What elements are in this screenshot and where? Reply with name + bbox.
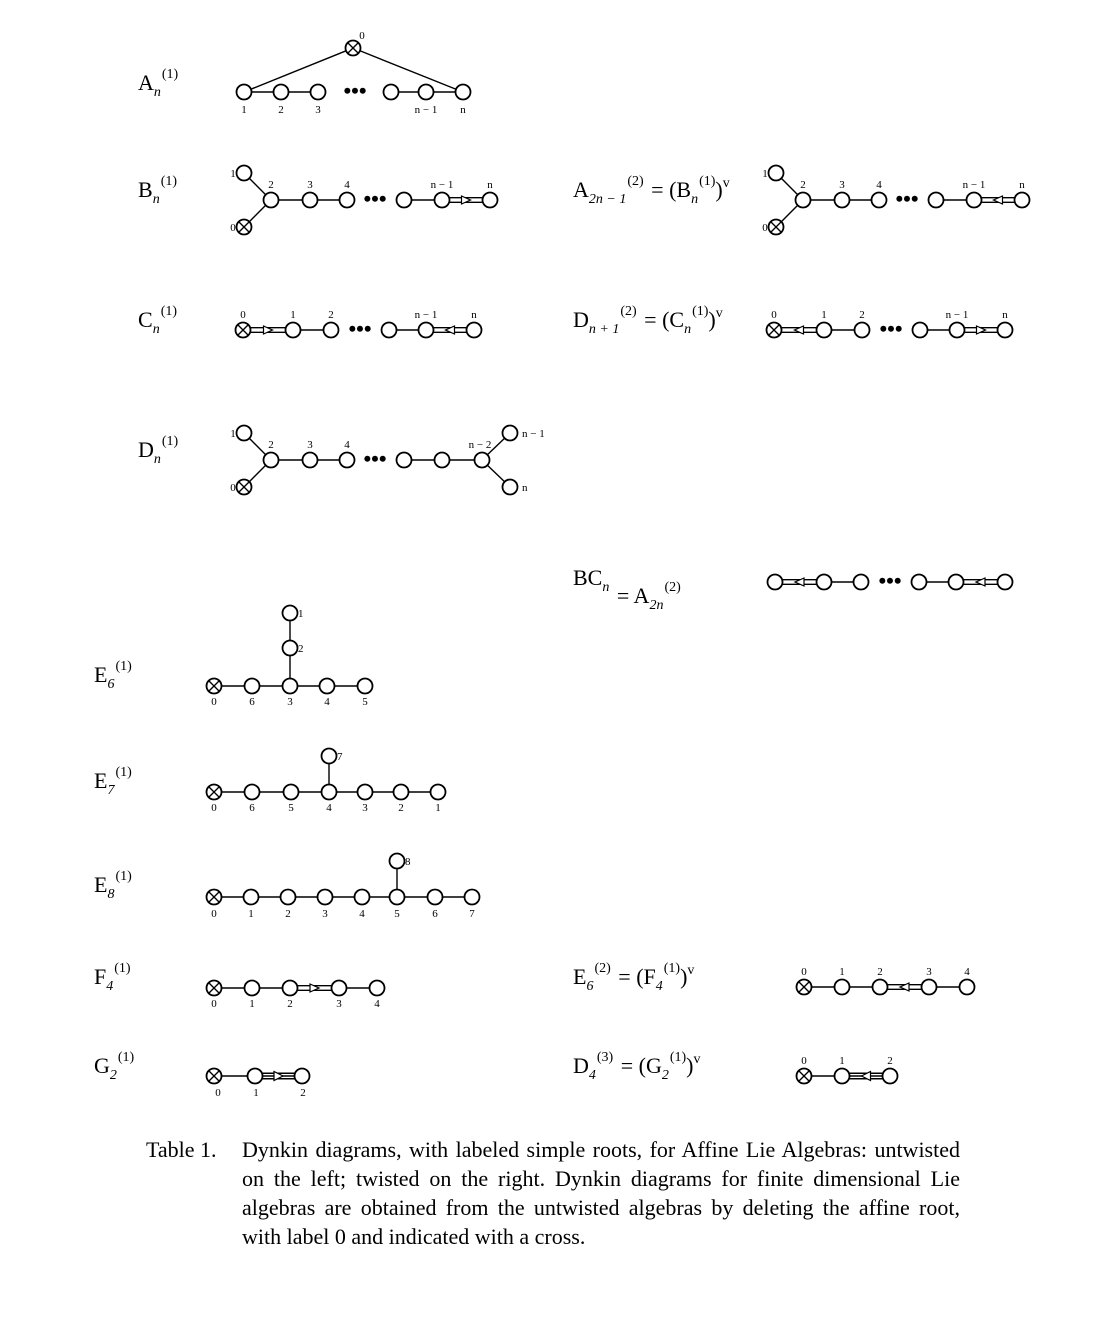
algebra-name: $A_n^{(1)}$ <box>138 67 179 100</box>
diagram-e-8-1 <box>94 854 480 921</box>
diagram-d-n+1-2 <box>573 304 1013 341</box>
root-node <box>340 193 355 208</box>
bond <box>249 205 265 221</box>
root-node <box>370 981 385 996</box>
root-node <box>237 85 252 100</box>
root-node <box>967 193 982 208</box>
diagram-bc-n <box>573 565 1013 613</box>
node-label: 0 <box>230 222 236 234</box>
root-node <box>949 575 964 590</box>
node-label: 4 <box>964 966 970 978</box>
node-label: 2 <box>328 309 334 321</box>
node-label: 0 <box>801 1055 807 1067</box>
root-node <box>1015 193 1030 208</box>
node-label: 1 <box>298 608 304 620</box>
node-label: 0 <box>211 908 217 920</box>
node-label: 2 <box>300 1087 306 1099</box>
root-node <box>913 323 928 338</box>
node-label: n <box>471 309 477 321</box>
node-label: 4 <box>359 908 365 920</box>
root-node <box>283 641 298 656</box>
node-label: 0 <box>359 30 365 42</box>
algebra-name: $E_6^{(2)} = (F_4^{(1)})^v$ <box>573 961 695 994</box>
bond <box>251 51 346 89</box>
root-node <box>431 785 446 800</box>
node-label: 1 <box>290 309 296 321</box>
root-node <box>318 890 333 905</box>
node-label: 1 <box>241 104 247 116</box>
table-caption <box>146 1135 960 1251</box>
node-label: 2 <box>268 179 274 191</box>
root-node <box>435 453 450 468</box>
root-node <box>303 193 318 208</box>
root-node <box>768 575 783 590</box>
bond <box>249 438 265 454</box>
algebra-name: $E_8^{(1)}$ <box>94 869 132 902</box>
node-label: 3 <box>315 104 321 116</box>
root-node <box>244 890 259 905</box>
bond <box>781 205 797 221</box>
root-node <box>384 85 399 100</box>
ellipsis: ••• <box>343 78 367 103</box>
node-label: 7 <box>337 751 343 763</box>
root-node <box>324 323 339 338</box>
root-node <box>358 785 373 800</box>
root-node <box>286 323 301 338</box>
root-node <box>456 85 471 100</box>
node-label: 3 <box>322 908 328 920</box>
root-node <box>796 193 811 208</box>
bond <box>360 51 456 89</box>
root-node <box>295 1069 310 1084</box>
root-node <box>245 785 260 800</box>
node-label: 1 <box>249 998 255 1010</box>
node-label: n <box>1002 309 1008 321</box>
root-node <box>998 323 1013 338</box>
root-node <box>355 890 370 905</box>
node-label: 5 <box>288 802 294 814</box>
diagram-d-n-1 <box>138 426 545 495</box>
node-label: 0 <box>215 1087 221 1099</box>
root-node <box>998 575 1013 590</box>
node-label: n <box>1019 179 1025 191</box>
root-node <box>248 1069 263 1084</box>
node-label: 3 <box>926 966 932 978</box>
root-node <box>358 679 373 694</box>
algebra-name: $E_6^{(1)}$ <box>94 659 132 692</box>
root-node <box>390 890 405 905</box>
node-label: 1 <box>230 168 236 180</box>
node-label: 0 <box>211 802 217 814</box>
root-node <box>929 193 944 208</box>
node-label: n − 2 <box>468 439 492 451</box>
node-label: n − 1 <box>522 428 545 440</box>
node-label: n − 1 <box>414 104 438 116</box>
diagram-a-2n-1-2 <box>573 166 1030 235</box>
algebra-name: $B_n^{(1)}$ <box>138 174 178 207</box>
node-label: 0 <box>230 482 236 494</box>
root-node <box>284 785 299 800</box>
node-label: 2 <box>859 309 865 321</box>
bond <box>487 465 504 482</box>
caption-label: Table 1. <box>146 1137 217 1162</box>
root-node <box>835 193 850 208</box>
root-node <box>912 575 927 590</box>
root-node <box>322 785 337 800</box>
node-label: 0 <box>211 696 217 708</box>
node-label: n <box>487 179 493 191</box>
algebra-name: $G_2^{(1)}$ <box>94 1050 135 1083</box>
diagram-a-n-1 <box>138 30 471 116</box>
root-node <box>475 453 490 468</box>
node-label: n − 1 <box>430 179 454 191</box>
root-node <box>281 890 296 905</box>
root-node <box>769 166 784 181</box>
root-node <box>835 1069 850 1084</box>
root-node <box>397 453 412 468</box>
node-label: 8 <box>405 856 411 868</box>
diagram-c-n-1 <box>138 304 482 341</box>
root-node <box>320 679 335 694</box>
root-node <box>960 980 975 995</box>
node-label: 1 <box>821 309 827 321</box>
root-node <box>264 453 279 468</box>
root-node <box>922 980 937 995</box>
root-node <box>311 85 326 100</box>
algebra-name: $D_4^{(3)} = (G_2^{(1)})^v$ <box>573 1050 701 1083</box>
diagram-e-7-1 <box>94 749 446 815</box>
node-label: 3 <box>839 179 845 191</box>
algebra-name: $A_{2n - 1}^{(2)} = (B_n^{(1)})^v$ <box>573 174 730 207</box>
node-label: 2 <box>298 643 304 655</box>
root-node <box>283 679 298 694</box>
node-label: 4 <box>324 696 330 708</box>
algebra-name: $D_{n + 1}^{(2)} = (C_n^{(1)})^v$ <box>573 304 723 337</box>
root-node <box>394 785 409 800</box>
node-label: 1 <box>253 1087 259 1099</box>
root-node <box>467 323 482 338</box>
ellipsis: ••• <box>879 316 903 341</box>
root-node <box>332 981 347 996</box>
root-node <box>264 193 279 208</box>
root-node <box>245 981 260 996</box>
algebra-name: $E_7^{(1)}$ <box>94 765 132 798</box>
node-label: 1 <box>762 168 768 180</box>
node-label: 2 <box>800 179 806 191</box>
node-label: 0 <box>771 309 777 321</box>
root-node <box>283 606 298 621</box>
diagram-d-4-3 <box>573 1050 898 1084</box>
node-label: 2 <box>398 802 404 814</box>
node-label: 4 <box>344 439 350 451</box>
node-label: 6 <box>249 696 255 708</box>
root-node <box>382 323 397 338</box>
node-label: 4 <box>374 998 380 1010</box>
node-label: 2 <box>287 998 293 1010</box>
bond <box>249 178 265 194</box>
node-label: 4 <box>344 179 350 191</box>
root-node <box>419 323 434 338</box>
root-node <box>883 1069 898 1084</box>
node-label: 1 <box>839 966 845 978</box>
node-label: 5 <box>362 696 368 708</box>
node-label: 3 <box>307 439 313 451</box>
node-label: n − 1 <box>945 309 969 321</box>
node-label: 0 <box>240 309 246 321</box>
node-label: 6 <box>432 908 438 920</box>
caption-text: Dynkin diagrams, with labeled simple roots, for Affine Lie Algebras: untwisted on the left; twisted on the right. Dynkin diagrams for finite dimensional Lie algebras are obtained from the untwisted algebras by deleting the affine root, with label 0 and indicated with a cross. <box>242 1137 960 1249</box>
node-label: 3 <box>362 802 368 814</box>
root-node <box>835 980 850 995</box>
root-node <box>817 575 832 590</box>
root-node <box>390 854 405 869</box>
node-label: 7 <box>469 908 475 920</box>
root-node <box>483 193 498 208</box>
node-label: 1 <box>230 428 236 440</box>
node-label: n <box>522 482 528 494</box>
algebra-name: $F_4^{(1)}$ <box>94 961 131 994</box>
diagram-e-6-1 <box>94 606 373 709</box>
root-node <box>245 679 260 694</box>
root-node <box>283 981 298 996</box>
root-node <box>322 749 337 764</box>
root-node <box>274 85 289 100</box>
ellipsis: ••• <box>878 568 902 593</box>
node-label: 5 <box>394 908 400 920</box>
ellipsis: ••• <box>363 186 387 211</box>
algebra-name: $C_n^{(1)}$ <box>138 304 178 337</box>
root-node <box>873 980 888 995</box>
node-label: 4 <box>326 802 332 814</box>
algebra-name: $BC_n = A_{2n}^{(2)}$ <box>573 565 681 613</box>
root-node <box>503 426 518 441</box>
ellipsis: ••• <box>363 446 387 471</box>
ellipsis: ••• <box>348 316 372 341</box>
node-label: 4 <box>876 179 882 191</box>
node-label: 1 <box>435 802 441 814</box>
node-label: 2 <box>877 966 883 978</box>
node-label: 0 <box>211 998 217 1010</box>
diagram-e-6-2 <box>573 961 975 995</box>
root-node <box>854 575 869 590</box>
root-node <box>503 480 518 495</box>
root-node <box>435 193 450 208</box>
root-node <box>855 323 870 338</box>
diagram-g-2-1 <box>94 1050 310 1099</box>
node-label: 2 <box>278 104 284 116</box>
node-label: 0 <box>762 222 768 234</box>
diagram-b-n-1 <box>138 166 498 235</box>
root-node <box>428 890 443 905</box>
node-label: 1 <box>248 908 254 920</box>
node-label: 2 <box>268 439 274 451</box>
root-node <box>303 453 318 468</box>
node-label: 2 <box>887 1055 893 1067</box>
node-label: 2 <box>285 908 291 920</box>
bond <box>249 465 265 481</box>
node-label: n <box>460 104 466 116</box>
root-node <box>419 85 434 100</box>
node-label: 6 <box>249 802 255 814</box>
node-label: 3 <box>287 696 293 708</box>
root-node <box>872 193 887 208</box>
node-label: n − 1 <box>962 179 986 191</box>
root-node <box>950 323 965 338</box>
root-node <box>465 890 480 905</box>
node-label: 3 <box>307 179 313 191</box>
root-node <box>237 426 252 441</box>
node-label: n − 1 <box>414 309 438 321</box>
diagram-f-4-1 <box>94 961 385 1010</box>
ellipsis: ••• <box>895 186 919 211</box>
node-label: 3 <box>336 998 342 1010</box>
bond <box>781 178 797 194</box>
node-label: 0 <box>801 966 807 978</box>
root-node <box>237 166 252 181</box>
root-node <box>340 453 355 468</box>
root-node <box>397 193 412 208</box>
algebra-name: $D_n^{(1)}$ <box>138 434 179 467</box>
node-label: 1 <box>839 1055 845 1067</box>
root-node <box>817 323 832 338</box>
